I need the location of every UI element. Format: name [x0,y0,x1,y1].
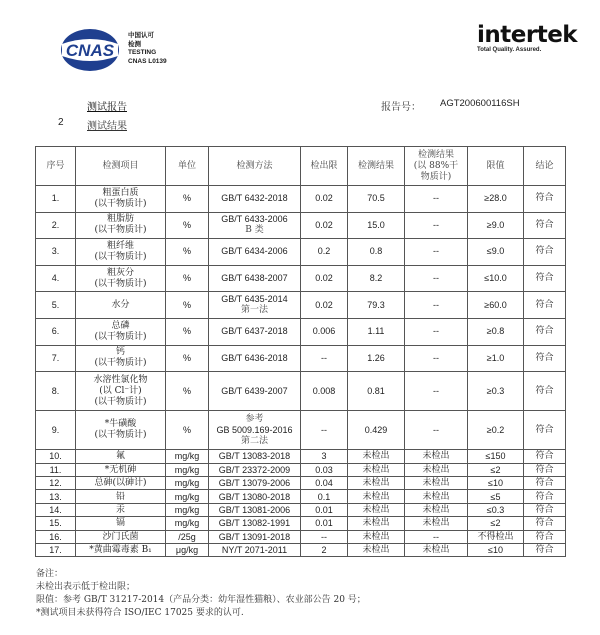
cell-no: 2. [36,212,76,239]
cell-no: 16. [36,530,76,543]
cell-item: *无机砷 [76,463,166,476]
cell-lod: -- [301,411,348,450]
table-row [36,265,566,292]
cell-no: 4. [36,265,76,292]
cell-item [76,186,166,213]
table-row [36,345,566,372]
cell-method: GB/T 13091-2018 [209,530,301,543]
cell-lod: -- [301,345,348,372]
item-sub: (以干物质计) [94,331,147,342]
item-name: 总磷 [111,320,130,331]
cell-lod: 2 [301,543,348,556]
cell-method: GB/T 13080-2018 [209,490,301,503]
cell-method: GB/T 6434-2006 [209,239,301,266]
cell-no: 10. [36,450,76,463]
cell-lod: 3 [301,450,348,463]
method-name: GB 5009.169-2016 [216,424,293,435]
cell-limit: ≥28.0 [468,186,524,213]
cell-limit: ≤10 [468,543,524,556]
cell-limit: ≤10.0 [468,265,524,292]
cell-lod: 0.02 [301,212,348,239]
cell-conclusion: 符合 [524,503,566,516]
cell-no: 11. [36,463,76,476]
method-sub: B 类 [245,225,264,236]
cell-method: GB/T 6438-2007 [209,265,301,292]
table-row [36,450,566,463]
cell-conclusion: 符合 [524,265,566,292]
cell-lod: 0.03 [301,463,348,476]
intertek-brand: intertek [477,22,578,48]
item-name: *牛磺酸 [104,419,137,430]
cell-result-88: -- [405,265,468,292]
cell-item: 水分 [76,292,166,319]
item-sub: (以干物质计) [94,396,147,407]
item-sub: (以干物质计) [94,358,147,369]
cell-result: 未检出 [348,517,405,530]
notes-title: 备注： [36,569,64,579]
cell-item [76,212,166,239]
cell-result-88: 未检出 [405,503,468,516]
cell-method: NY/T 2071-2011 [209,543,301,556]
report-number: AGT200600116SH [440,98,520,109]
cell-unit: % [166,186,209,213]
cell-result: 1.26 [348,345,405,372]
cell-no: 12. [36,476,76,489]
cell-no: 17. [36,543,76,556]
note-line: *测试项目未获得符合 ISO/IEC 17025 要求的认可. [36,608,244,618]
cell-no: 14. [36,503,76,516]
cell-limit: ≥1.0 [468,345,524,372]
table-row [36,476,566,489]
cell-result-88: -- [405,411,468,450]
item-sub: (以干物质计) [94,430,147,441]
cell-limit: ≤150 [468,450,524,463]
cnas-line: CNAS L0139 [128,57,167,65]
cnas-line: 检测 [128,40,141,48]
header-line: 物质计) [420,171,452,182]
header-item: 检测项目 [76,147,166,186]
cell-item [76,411,166,450]
cell-limit: ≤10 [468,476,524,489]
report-title: 测试报告 [87,102,127,113]
section-number: 2 [58,117,64,128]
cell-result: 未检出 [348,463,405,476]
cell-result-88: 未检出 [405,517,468,530]
item-name: 水溶性氯化物 [93,374,148,385]
cell-lod: 0.2 [301,239,348,266]
header-line: (以 88%干 [413,160,459,171]
item-name: 粗脂肪 [106,214,134,225]
cell-result-88: 未检出 [405,450,468,463]
cell-unit: % [166,411,209,450]
table-row [36,517,566,530]
cell-conclusion: 符合 [524,292,566,319]
cell-lod: 0.02 [301,292,348,319]
cell-no: 9. [36,411,76,450]
cell-result-88: -- [405,292,468,319]
cell-conclusion: 符合 [524,490,566,503]
cell-no: 15. [36,517,76,530]
note-line: 未检出表示低于检出限； [36,582,136,592]
cell-result-88: 未检出 [405,543,468,556]
table-row [36,530,566,543]
cell-unit: mg/kg [166,503,209,516]
cell-result-88: -- [405,372,468,411]
cell-lod: 0.02 [301,265,348,292]
table-row [36,212,566,239]
cell-limit: ≥60.0 [468,292,524,319]
cell-result: 未检出 [348,543,405,556]
item-sub: (以干物质计) [94,198,147,209]
header-limit: 限值 [468,147,524,186]
table-row [36,318,566,345]
report-number-label: 报告号： [381,102,421,113]
table-row [36,372,566,411]
item-sub: (以 Cl⁻计) [99,385,142,396]
item-sub: (以干物质计) [94,225,147,236]
cell-conclusion: 符合 [524,212,566,239]
method-sub: 第一法 [240,305,268,316]
cell-item [76,345,166,372]
cell-no: 7. [36,345,76,372]
header-no: 序号 [36,147,76,186]
item-name: 粗纤维 [106,240,134,251]
cell-item: 氟 [76,450,166,463]
method-name: GB/T 6435-2014 [221,294,288,305]
cell-unit: mg/kg [166,463,209,476]
cell-result-88: -- [405,345,468,372]
cell-result-88: 未检出 [405,490,468,503]
table-row [36,239,566,266]
cell-limit: ≤9.0 [468,239,524,266]
cell-limit: ≤5 [468,490,524,503]
cell-conclusion: 符合 [524,411,566,450]
cell-no: 5. [36,292,76,319]
cell-limit: ≤2 [468,517,524,530]
cell-result-88: -- [405,186,468,213]
cell-result: 未检出 [348,503,405,516]
cell-no: 3. [36,239,76,266]
cell-method: GB/T 6439-2007 [209,372,301,411]
cell-unit: % [166,372,209,411]
cell-result: 1.11 [348,318,405,345]
cell-lod: 0.04 [301,476,348,489]
cell-limit: ≤0.3 [468,503,524,516]
cell-item: 沙门氏菌 [76,530,166,543]
item-name: 粗蛋白质 [102,187,139,198]
cell-method: GB/T 6437-2018 [209,318,301,345]
cell-method: GB/T 6432-2018 [209,186,301,213]
cell-conclusion: 符合 [524,186,566,213]
cell-method: GB/T 13082-1991 [209,517,301,530]
cell-conclusion: 符合 [524,517,566,530]
cell-unit: mg/kg [166,450,209,463]
cell-result-88: -- [405,212,468,239]
intertek-logo [477,24,577,53]
cell-conclusion: 符合 [524,372,566,411]
item-name: 粗灰分 [106,267,134,278]
cell-conclusion: 符合 [524,345,566,372]
cell-limit: ≤2 [468,463,524,476]
cell-result: 8.2 [348,265,405,292]
cell-method: GB/T 13083-2018 [209,450,301,463]
cell-result: 未检出 [348,476,405,489]
cell-method [209,292,301,319]
cell-item [76,318,166,345]
cell-result: 0.81 [348,372,405,411]
cell-lod: 0.006 [301,318,348,345]
cell-limit: ≥0.8 [468,318,524,345]
cell-unit: % [166,212,209,239]
note-line: 限值：参考 GB/T 31217-2014（产品分类：幼年湿性猫粮）、农业部公告 20 号； [36,595,366,605]
cnas-line: 中国认可 [128,32,154,39]
cell-conclusion: 符合 [524,476,566,489]
cnas-accreditation-text [128,32,167,66]
cell-item: 总砷(以砷计) [76,476,166,489]
item-name: 钙 [115,347,125,358]
cell-method [209,411,301,450]
cell-conclusion: 符合 [524,530,566,543]
cell-lod: 0.01 [301,517,348,530]
results-table [35,146,566,557]
cell-unit: % [166,265,209,292]
table-row [36,503,566,516]
cell-conclusion: 符合 [524,318,566,345]
cell-method: GB/T 13081-2006 [209,503,301,516]
cnas-logo [60,28,120,72]
cell-no: 13. [36,490,76,503]
cell-result-88: -- [405,239,468,266]
cell-lod: 0.1 [301,490,348,503]
table-row [36,463,566,476]
table-row [36,490,566,503]
cell-no: 8. [36,372,76,411]
method-sub: 第二法 [240,435,268,446]
table-row [36,411,566,450]
cell-method: GB/T 13079-2006 [209,476,301,489]
table-row [36,186,566,213]
table-row [36,292,566,319]
item-sub: (以干物质计) [94,278,147,289]
cell-unit: % [166,345,209,372]
cell-unit: % [166,239,209,266]
table-row [36,543,566,556]
cell-lod: 0.02 [301,186,348,213]
cell-item: *黄曲霉毒素 B₁ [76,543,166,556]
cell-result-88: -- [405,530,468,543]
cell-limit: ≥9.0 [468,212,524,239]
cell-item [76,239,166,266]
cell-conclusion: 符合 [524,450,566,463]
cell-limit: ≥0.2 [468,411,524,450]
cell-unit: mg/kg [166,490,209,503]
cell-item: 汞 [76,503,166,516]
cell-unit: % [166,318,209,345]
header-result: 检测结果 [348,147,405,186]
cell-result-88: 未检出 [405,463,468,476]
cell-method: GB/T 23372-2009 [209,463,301,476]
svg-text:CNAS: CNAS [65,41,115,60]
cell-result: 15.0 [348,212,405,239]
cell-item [76,265,166,292]
header-method: 检测方法 [209,147,301,186]
cell-conclusion: 符合 [524,239,566,266]
cell-result: 70.5 [348,186,405,213]
cell-limit: ≥0.3 [468,372,524,411]
cell-unit: /25g [166,530,209,543]
cell-result: 未检出 [348,490,405,503]
cell-unit: mg/kg [166,476,209,489]
header-lod: 检出限 [301,147,348,186]
section-title: 测试结果 [87,121,127,132]
cell-method [209,212,301,239]
cell-limit: 不得检出 [468,530,524,543]
cell-result-88: -- [405,318,468,345]
header-unit: 单位 [166,147,209,186]
cell-method: GB/T 6436-2018 [209,345,301,372]
cell-conclusion: 符合 [524,463,566,476]
cell-lod: -- [301,530,348,543]
cell-result: 0.8 [348,239,405,266]
cell-result: 79.3 [348,292,405,319]
notes [36,568,366,620]
method-name: GB/T 6433-2006 [221,214,288,225]
cell-unit: mg/kg [166,517,209,530]
cell-result: 未检出 [348,530,405,543]
cnas-line: TESTING [128,49,157,56]
intertek-tagline: Total Quality. Assured. [477,47,542,53]
cell-conclusion: 符合 [524,543,566,556]
cell-lod: 0.008 [301,372,348,411]
cell-result-88: 未检出 [405,476,468,489]
header-result-88 [405,147,468,186]
cell-lod: 0.01 [301,503,348,516]
table-header-row [36,147,566,186]
cell-result: 0.429 [348,411,405,450]
header-line: 检测结果 [417,149,454,160]
cell-unit: μg/kg [166,543,209,556]
item-sub: (以干物质计) [94,251,147,262]
cell-no: 6. [36,318,76,345]
cell-unit: % [166,292,209,319]
method-pre: 参考 [245,413,264,424]
header-conclusion: 结论 [524,147,566,186]
cell-no: 1. [36,186,76,213]
cell-item: 铅 [76,490,166,503]
cell-item: 镉 [76,517,166,530]
cell-item [76,372,166,411]
cell-result: 未检出 [348,450,405,463]
